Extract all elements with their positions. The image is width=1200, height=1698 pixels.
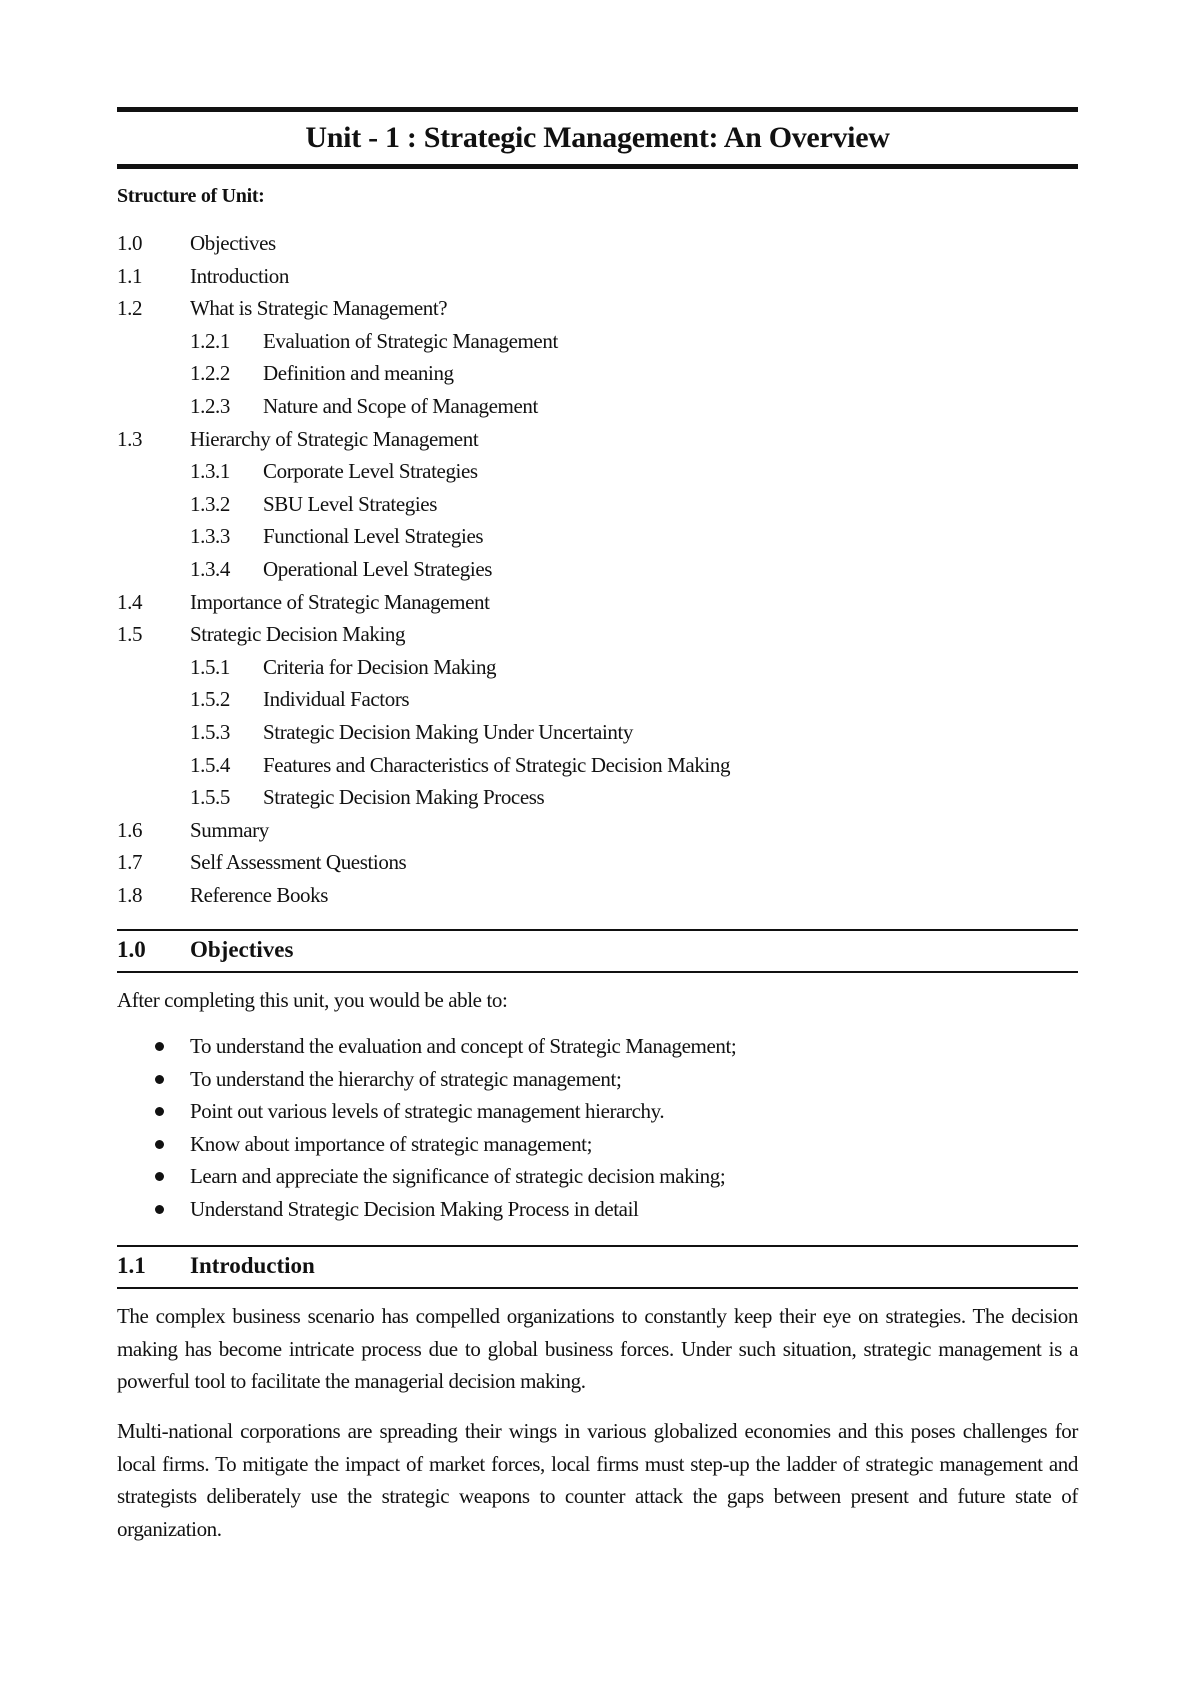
toc-item [117,586,1078,619]
section-title: Introduction [190,1253,315,1278]
toc-text: Operational Level Strategies [263,556,493,581]
toc-number: 1.3.2 [190,491,231,516]
section-number: 1.0 [117,937,146,962]
toc-item [117,488,1078,521]
toc-number: 1.5.2 [190,687,231,712]
toc-text: Objectives [190,231,276,255]
toc-number: 1.5.3 [190,719,231,744]
list-item [117,1095,1078,1128]
toc-text: Functional Level Strategies [263,524,484,549]
objectives-intro: After completing this unit, you would be able to: [117,988,508,1012]
toc-item [117,390,1078,423]
toc-text: Corporate Level Strategies [263,459,478,484]
toc-number: 1.5.5 [190,785,231,810]
toc-number: 1.2 [117,296,143,321]
toc-number: 1.2.2 [190,361,231,386]
toc-text: Summary [190,817,269,842]
toc-text: Introduction [190,263,290,288]
bullet-icon [155,1042,164,1051]
toc-item [117,651,1078,684]
toc-number: 1.0 [117,231,143,255]
toc-item [117,618,1078,651]
toc-item [117,781,1078,814]
bullet-text: To understand the hierarchy of strategic management; [190,1066,622,1091]
bullet-text: Know about importance of strategic management; [190,1131,593,1156]
toc-text: SBU Level Strategies [263,491,437,516]
toc-text: Importance of Strategic Management [190,589,490,614]
toc-item [117,455,1078,488]
toc-text: Nature and Scope of Management [263,393,538,418]
toc-number: 1.3 [117,426,143,451]
toc-text: Evaluation of Strategic Management [263,328,558,353]
bullet-icon [155,1107,164,1116]
toc-number: 1.4 [117,589,143,614]
toc-number: 1.1 [117,263,143,288]
bullet-icon [155,1172,164,1181]
toc-item [117,846,1078,879]
toc-item [117,814,1078,847]
toc-text: Strategic Decision Making Under Uncertainty [263,719,634,744]
objectives-list [117,1030,1078,1226]
unit-title: Unit - 1 : Strategic Management: An Overview [305,121,890,154]
toc-number: 1.6 [117,817,143,842]
toc-item [117,683,1078,716]
toc-number: 1.7 [117,850,143,875]
bullet-text: To understand the evaluation and concept of Strategic Management; [190,1034,737,1058]
bullet-icon [155,1140,164,1149]
toc-item [117,749,1078,782]
toc-number: 1.5 [117,622,143,647]
toc-text: Criteria for Decision Making [263,654,497,679]
list-item [117,1063,1078,1096]
bullet-text: Point out various levels of strategic management hierarchy. [190,1099,665,1124]
bullet-text: Understand Strategic Decision Making Process in detail [190,1196,639,1221]
table-of-contents [117,227,1078,911]
intro-paragraph-1: The complex business scenario has compelled organizations to constantly keep their eye on strategies. The decision making has become intricate process due to global business forces. Under such situation, strategic management is a powerful tool to facilitate the managerial decision making. [117,1304,1078,1393]
toc-text: Reference Books [190,882,329,907]
toc-text: Definition and meaning [263,361,454,386]
toc-item [117,260,1078,293]
intro-paragraph-2: Multi-national corporations are spreading their wings in various globalized economies and this poses challenges for local firms. To mitigate the impact of market forces, local firms must step-up the ladder of strategic management and strategists deliberately use the strategic weapons to counter attack the gaps between present and future state of organization. [117,1419,1078,1541]
toc-item [117,292,1078,325]
toc-text: Self Assessment Questions [190,850,407,875]
unit-title-block [117,107,1078,169]
toc-text: Strategic Decision Making [190,622,406,647]
toc-text: Features and Characteristics of Strategic Decision Making [263,752,731,777]
toc-item [117,520,1078,553]
toc-number: 1.3.1 [190,459,231,484]
toc-number: 1.2.3 [190,393,231,418]
toc-text: What is Strategic Management? [190,296,448,321]
toc-number: 1.3.3 [190,524,231,549]
toc-number: 1.2.1 [190,328,231,353]
toc-item [117,325,1078,358]
list-item [117,1128,1078,1161]
list-item [117,1193,1078,1226]
section-number: 1.1 [117,1253,146,1278]
toc-item [117,879,1078,912]
list-item [117,1160,1078,1193]
bullet-text: Learn and appreciate the significance of strategic decision making; [190,1164,726,1189]
toc-item [117,423,1078,456]
section-heading-objectives [117,929,1078,973]
bullet-icon [155,1075,164,1084]
toc-item [117,227,1078,260]
toc-number: 1.5.4 [190,752,231,777]
list-item [117,1030,1078,1063]
section-heading-introduction [117,1245,1078,1289]
toc-text: Strategic Decision Making Process [263,785,545,810]
toc-item [117,716,1078,749]
structure-label: Structure of Unit: [117,185,265,207]
toc-item [117,553,1078,586]
toc-item [117,357,1078,390]
section-title: Objectives [190,937,294,962]
toc-number: 1.5.1 [190,654,231,679]
toc-text: Hierarchy of Strategic Management [190,426,479,451]
bullet-icon [155,1205,164,1214]
toc-number: 1.8 [117,882,143,907]
toc-text: Individual Factors [263,687,410,712]
toc-number: 1.3.4 [190,556,231,581]
